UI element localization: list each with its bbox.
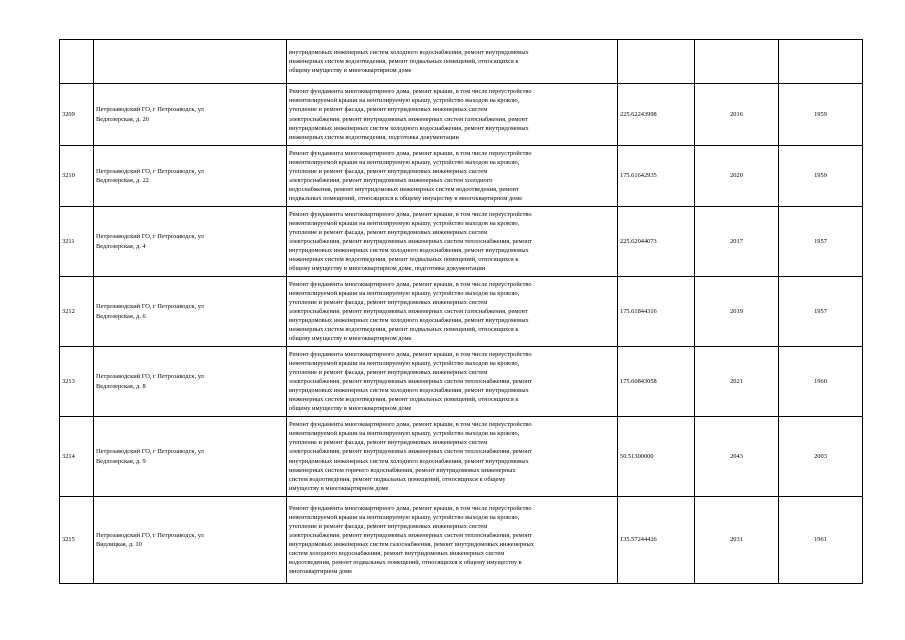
built-year-cell-text: 2003	[814, 452, 827, 460]
work-list-cell	[287, 146, 618, 207]
work-list-cell-text: Ремонт фундамента многоквартирного дома, ремонт крыши, в том числе переустройство невентилируемой крыши на вентилируемую крышу, устройство выходов на кровлю, утепление и ремонт фасада, ремонт внутридомовых инженерных систем электроснабжения, ремонт внутридомовых инженерных систем теплоснабжения, ремонт внутридомовых инженерных систем холодного водоснабжения, ремонт внутридомовых инженерных систем водоотведения, ремонт подвальных помещений, относящихся к общему имуществу в многоквартирном доме, подготовка документации	[289, 210, 533, 273]
planned-year-cell	[695, 146, 779, 207]
cost-cell	[618, 277, 695, 347]
built-year-cell-text: 1957	[814, 237, 827, 245]
cost-cell	[618, 40, 695, 84]
built-year-cell	[779, 40, 863, 84]
table-row	[60, 84, 863, 146]
row-number-text: 3215	[62, 536, 75, 544]
table-row	[60, 146, 863, 207]
address-cell-text: Петрозаводский ГО, г Петрозаводск, ул Ведлозерская, д. 20	[96, 106, 204, 123]
cost-cell	[618, 146, 695, 207]
cost-cell-text: 135.57244426	[620, 536, 657, 544]
planned-year-cell-text: 2043	[730, 452, 743, 460]
row-number-text: 3213	[62, 377, 75, 385]
cost-cell-text: 225.62243998	[620, 110, 657, 118]
planned-year-cell	[695, 84, 779, 146]
cost-cell	[618, 347, 695, 417]
address-cell	[94, 207, 287, 277]
table-row	[60, 277, 863, 347]
cost-cell-text: 50.51300000	[620, 452, 654, 460]
work-list-cell-text: Ремонт фундамента многоквартирного дома, ремонт крыши, в том числе переустройство невентилируемой крыши на вентилируемую крышу, устройство выходов на кровлю, утепление и ремонт фасада, ремонт внутридомовых инженерных систем электроснабжения, ремонт внутридомовых инженерных систем газоснабжения, ремонт внутридомовых инженерных систем холодного водоснабжения, ремонт внутридомовых инженерных систем водоотведения, подготовка документации	[289, 88, 532, 141]
work-list-cell	[287, 40, 618, 84]
table-row	[60, 347, 863, 417]
address-cell-text: Петрозаводский ГО, г Петрозаводск, ул Ведлозерская, д. 4	[96, 233, 204, 250]
cost-cell-text: 175.61844316	[620, 307, 657, 315]
row-number	[60, 40, 94, 84]
work-list-cell	[287, 417, 618, 497]
address-cell	[94, 40, 287, 84]
work-list-cell-text: Ремонт фундамента многоквартирного дома, ремонт крыши, в том числе переустройство невентилируемой крыши на вентилируемую крышу, устройство выходов на кровлю, утепление и ремонт фасада, ремонт внутридомовых инженерных систем электроснабжения, ремонт внутридомовых инженерных систем холодного водоснабжения, ремонт внутридомовых инженерных систем водоотведения, ремонт подвальных помещений, относящихся к общему имуществу в многоквартирном доме	[289, 149, 532, 203]
row-number	[60, 417, 94, 497]
planned-year-cell	[695, 497, 779, 584]
repair-program-table	[59, 39, 863, 584]
row-number	[60, 347, 94, 417]
cost-cell-text: 225.62044073	[620, 237, 657, 245]
address-cell	[94, 277, 287, 347]
row-number-text: 3211	[62, 237, 75, 245]
address-cell	[94, 84, 287, 146]
work-list-cell-text: внутридомовых инженерных систем холодного водоснабжения, ремонт внутридомовых инженерных систем водоотведения, ремонт подвальных помещений, относящихся к общему имуществу в многоквартирном доме	[289, 48, 529, 75]
address-cell-text: Петрозаводский ГО, г Петрозаводск, ул Ведлозерская, д. 9	[96, 448, 204, 465]
row-number	[60, 277, 94, 347]
built-year-cell	[779, 417, 863, 497]
work-list-cell	[287, 277, 618, 347]
planned-year-cell-text: 2017	[730, 237, 743, 245]
planned-year-cell	[695, 347, 779, 417]
built-year-cell	[779, 497, 863, 584]
address-cell	[94, 497, 287, 584]
cost-cell	[618, 497, 695, 584]
address-cell	[94, 146, 287, 207]
row-number	[60, 207, 94, 277]
work-list-cell	[287, 84, 618, 146]
work-list-cell-text: Ремонт фундамента многоквартирного дома, ремонт крыши, в том числе переустройство невентилируемой крыши на вентилируемую крышу, устройство выходов на кровлю, утепление и ремонт фасада, ремонт внутридомовых инженерных систем электроснабжения, ремонт внутридомовых инженерных систем теплоснабжения, ремонт внутридомовых инженерных систем газоснабжения, ремонт внутридомовых инженерных систем холодного водоснабжения, ремонт внутридомовых инженерных систем водоотведения, ремонт подвальных помещений, относящихся к общему имуществу в многоквартирном доме	[289, 504, 534, 576]
address-cell-text: Петрозаводский ГО, г Петрозаводск, ул Видлицкая, д. 10	[96, 531, 204, 548]
planned-year-cell	[695, 277, 779, 347]
cost-cell-text: 175.61642935	[620, 172, 657, 180]
work-list-cell-text: Ремонт фундамента многоквартирного дома, ремонт крыши, в том числе переустройство невентилируемой крыши на вентилируемую крышу, устройство выходов на кровлю, утепление и ремонт фасада, ремонт внутридомовых инженерных систем электроснабжения, ремонт внутридомовых инженерных систем теплоснабжения, ремонт внутридомовых инженерных систем холодного водоснабжения, ремонт внутридомовых инженерных систем горячего водоснабжения, ремонт внутридомовых инженерных систем водоотведения, ремонт подвальных помещений, относящихся к общему имуществу в многоквартирном доме	[289, 421, 533, 492]
built-year-cell-text: 1959	[814, 110, 827, 118]
planned-year-cell-text: 2021	[730, 377, 743, 385]
work-list-cell	[287, 347, 618, 417]
row-number	[60, 497, 94, 584]
address-cell	[94, 417, 287, 497]
built-year-cell	[779, 207, 863, 277]
work-list-cell-text: Ремонт фундамента многоквартирного дома, ремонт крыши, в том числе переустройство невентилируемой крыши на вентилируемую крышу, устройство выходов на кровлю, утепление и ремонт фасада, ремонт внутридомовых инженерных систем электроснабжения, ремонт внутридомовых инженерных систем теплоснабжения, ремонт внутридомовых инженерных систем холодного водоснабжения, ремонт внутридомовых инженерных систем водоотведения, ремонт подвальных помещений, относящихся к общему имуществу в многоквартирном доме	[289, 350, 533, 413]
built-year-cell-text: 1957	[814, 307, 827, 315]
planned-year-cell-text: 2016	[730, 110, 743, 118]
row-number-text: 3210	[62, 172, 75, 180]
planned-year-cell-text: 2020	[730, 172, 743, 180]
table-row	[60, 207, 863, 277]
address-cell-text: Петрозаводский ГО, г Петрозаводск, ул Ведлозерская, д. 8	[96, 373, 204, 390]
row-number-text: 3214	[62, 452, 75, 460]
cost-cell	[618, 207, 695, 277]
planned-year-cell	[695, 417, 779, 497]
cost-cell-text: 175.60843058	[620, 377, 657, 385]
address-cell	[94, 347, 287, 417]
work-list-cell-text: Ремонт фундамента многоквартирного дома, ремонт крыши, в том числе переустройство невентилируемой крыши на вентилируемую крышу, устройство выходов на кровлю, утепление и ремонт фасада, ремонт внутридомовых инженерных систем электроснабжения, ремонт внутридомовых инженерных систем газоснабжения, ремонт внутридомовых инженерных систем холодного водоснабжения, ремонт внутридомовых инженерных систем водоотведения, ремонт подвальных помещений, относящихся к общему имуществу в многоквартирном доме	[289, 280, 532, 343]
row-number-text: 3212	[62, 307, 75, 315]
address-cell-text: Петрозаводский ГО, г Петрозаводск, ул Ведлозерская, д. 6	[96, 303, 204, 320]
built-year-cell	[779, 277, 863, 347]
row-number	[60, 146, 94, 207]
planned-year-cell-text: 2031	[730, 536, 743, 544]
planned-year-cell	[695, 207, 779, 277]
address-cell-text: Петрозаводский ГО, г Петрозаводск, ул Ведлозерская, д. 22	[96, 167, 204, 184]
built-year-cell-text: 1959	[814, 172, 827, 180]
row-number-text: 3209	[62, 110, 75, 118]
planned-year-cell	[695, 40, 779, 84]
work-list-cell	[287, 207, 618, 277]
planned-year-cell-text: 2019	[730, 307, 743, 315]
built-year-cell-text: 1960	[814, 377, 827, 385]
built-year-cell-text: 1961	[814, 536, 827, 544]
row-number	[60, 84, 94, 146]
table-row	[60, 417, 863, 497]
built-year-cell	[779, 347, 863, 417]
table-row	[60, 497, 863, 584]
cost-cell	[618, 84, 695, 146]
built-year-cell	[779, 84, 863, 146]
table-body	[60, 40, 863, 584]
table-row	[60, 40, 863, 84]
cost-cell	[618, 417, 695, 497]
work-list-cell	[287, 497, 618, 584]
built-year-cell	[779, 146, 863, 207]
